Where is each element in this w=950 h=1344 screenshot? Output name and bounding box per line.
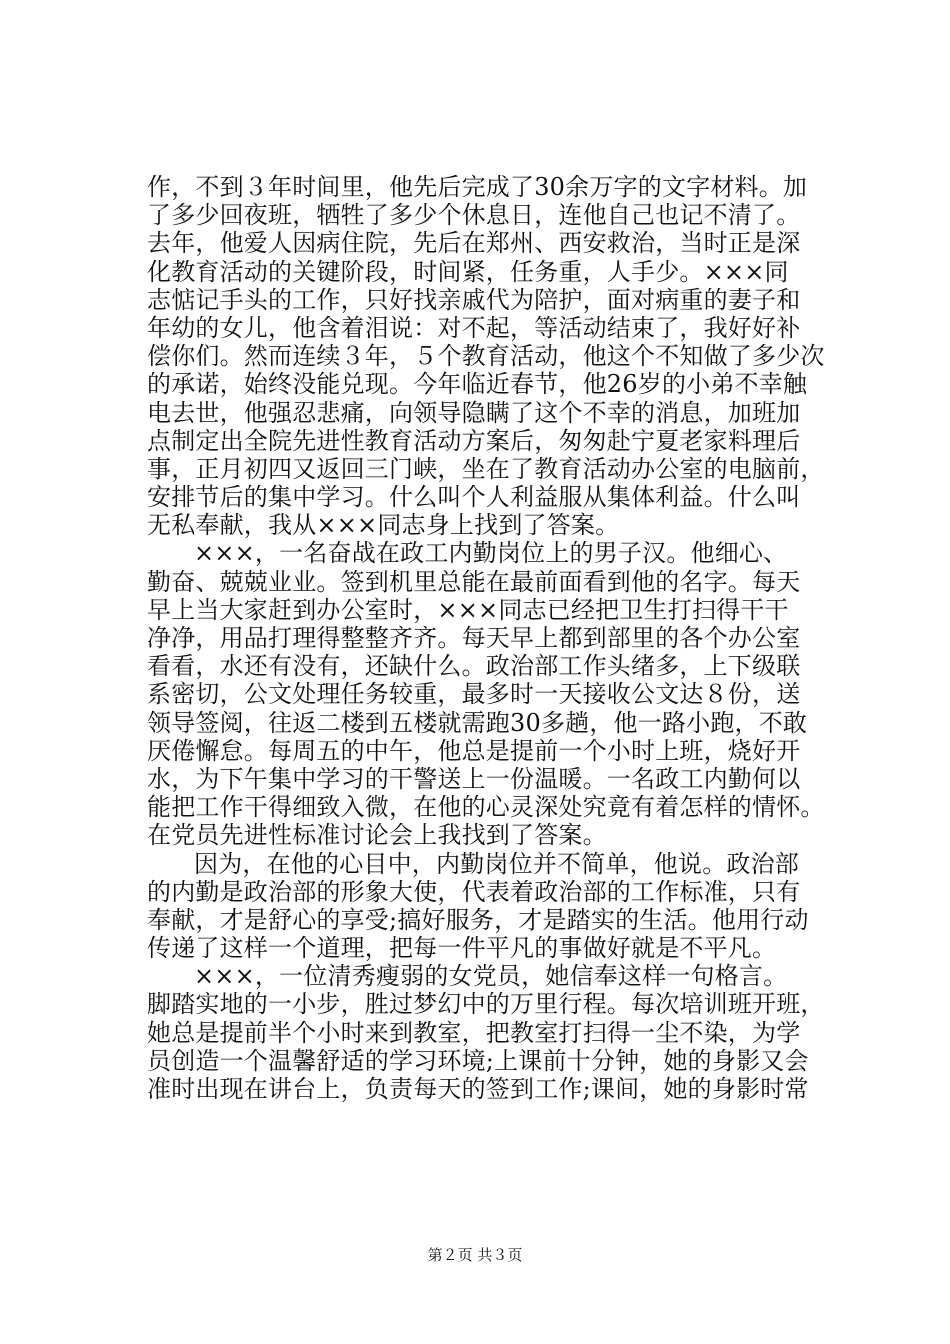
text-line: 能把工作干得细致入微，在他的心灵深处究竟有着怎样的情怀。	[147, 793, 825, 822]
text-line: 水，为下午集中学习的干警送上一份温暖。一名政工内勤何以	[147, 764, 801, 793]
text-line: 年幼的女儿，他含着泪说：对不起，等活动结束了，我好好补	[147, 313, 801, 342]
text-line: 点制定出全院先进性教育活动方案后，匆匆赴宁夏老家料理后	[147, 426, 801, 455]
text-line: 无私奉献，我从×××同志身上找到了答案。	[147, 511, 620, 540]
text-line: 偿你们。然而连续３年，５个教育活动，他这个不知做了多少次	[147, 342, 825, 371]
paragraph-first-line: ×××，一名奋战在政工内勤岗位上的男子汉。他细心、	[194, 539, 788, 568]
text-line: 厌倦懈怠。每周五的中午，他总是提前一个小时上班，烧好开	[147, 736, 801, 765]
text-line: 作，不到３年时间里，他先后完成了30余万字的文字材料。加	[147, 173, 808, 201]
text-line: 系密切，公文处理任务较重，最多时一天接收公文达８份，送	[147, 680, 801, 709]
text-line: 安排节后的集中学习。什么叫个人利益服从集体利益。什么叫	[147, 483, 801, 512]
text-line: 在党员先进性标准讨论会上我找到了答案。	[147, 821, 607, 850]
text-line: 看看，水还有没有，还缺什么。政治部工作头绪多，上下级联	[147, 652, 801, 681]
page-number-footer: 第２页 共３页	[427, 1246, 523, 1264]
paragraph-first-line: 因为，在他的心目中，内勤岗位并不简单，他说。政治部	[194, 849, 799, 878]
text-line: 准时出现在讲台上，负责每天的签到工作;课间，她的身影时常	[147, 1075, 809, 1103]
text-line: 早上当大家赶到办公室时，×××同志已经把卫生打扫得干干	[147, 595, 789, 624]
text-line: 去年，他爱人因病住院，先后在郑州、西安救治，当时正是深	[147, 229, 801, 258]
text-line: 传递了这样一个道理，把每一件平凡的事做好就是不平凡。	[147, 934, 777, 963]
text-line: 的承诺，始终没能兑现。今年临近春节，他26岁的小弟不幸触	[147, 370, 808, 399]
text-line: 领导签阅，往返二楼到五楼就需跑30多趟，他一路小跑，不敢	[147, 708, 808, 737]
text-line: 净净，用品打理得整整齐齐。每天早上都到部里的各个办公室	[147, 624, 801, 652]
text-line: 化教育活动的关键阶段，时间紧，任务重，人手少。×××同	[147, 257, 789, 286]
document-body	[147, 173, 827, 1103]
text-line: 她总是提前半个小时来到教室，把教室打扫得一尘不染，为学	[147, 1018, 801, 1047]
text-line: 脚踏实地的一小步，胜过梦幻中的万里行程。每次培训班开班，	[147, 990, 825, 1019]
text-line: 奉献，才是舒心的享受;搞好服务，才是踏实的生活。他用行动	[147, 905, 809, 934]
text-line: 电去世，他强忍悲痛，向领导隐瞒了这个不幸的消息，加班加	[147, 398, 801, 427]
text-line: 勤奋、兢兢业业。签到机里总能在最前面看到他的名字。每天	[147, 567, 801, 596]
text-line: 的内勤是政治部的形象大使，代表着政治部的工作标准，只有	[147, 877, 801, 906]
text-line: 志惦记手头的工作，只好找亲戚代为陪护，面对病重的妻子和	[147, 285, 801, 314]
paragraph-first-line: ×××，一位清秀瘦弱的女党员，她信奉这样一句格言。	[194, 962, 788, 991]
text-line: 事，正月初四又返回三门峡，坐在了教育活动办公室的电脑前，	[147, 454, 825, 483]
text-line: 了多少回夜班，牺牲了多少个休息日，连他自己也记不清了。	[147, 201, 801, 230]
text-line: 员创造一个温馨舒适的学习环境;上课前十分钟，她的身影又会	[147, 1046, 809, 1075]
